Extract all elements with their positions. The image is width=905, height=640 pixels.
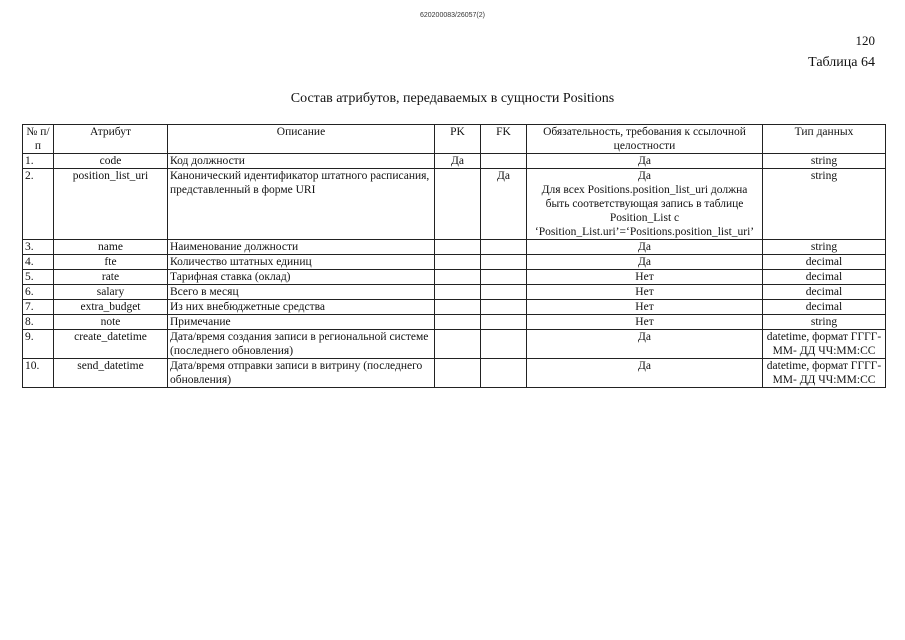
cell-fk [481, 359, 527, 388]
cell-requirements: Нет [527, 270, 763, 285]
cell-num: 3. [23, 240, 54, 255]
cell-requirements: Нет [527, 285, 763, 300]
table-row [23, 330, 886, 359]
cell-attribute: create_datetime [54, 330, 168, 359]
cell-fk [481, 330, 527, 359]
table-header-row [23, 125, 886, 154]
cell-num: 1. [23, 154, 54, 169]
table-row [23, 270, 886, 285]
cell-num: 6. [23, 285, 54, 300]
cell-requirements: Нет [527, 315, 763, 330]
header-data-type: Тип данных [763, 125, 886, 154]
header-attribute: Атрибут [54, 125, 168, 154]
cell-data-type: datetime, формат ГГГГ-ММ- ДД ЧЧ:ММ:СС [763, 330, 886, 359]
cell-num: 8. [23, 315, 54, 330]
cell-description: Количество штатных единиц [168, 255, 435, 270]
cell-data-type: datetime, формат ГГГГ-ММ- ДД ЧЧ:ММ:СС [763, 359, 886, 388]
attributes-table [22, 124, 886, 388]
cell-description: Тарифная ставка (оклад) [168, 270, 435, 285]
cell-data-type: string [763, 169, 886, 240]
cell-fk [481, 285, 527, 300]
cell-num: 2. [23, 169, 54, 240]
cell-fk [481, 154, 527, 169]
cell-attribute: rate [54, 270, 168, 285]
cell-requirements: Нет [527, 300, 763, 315]
table-row [23, 285, 886, 300]
table-row [23, 315, 886, 330]
cell-description: Всего в месяц [168, 285, 435, 300]
cell-requirements: Да [527, 240, 763, 255]
header-requirements: Обязательность, требования к ссылочной целостности [527, 125, 763, 154]
table-row [23, 154, 886, 169]
cell-num: 10. [23, 359, 54, 388]
cell-num: 7. [23, 300, 54, 315]
cell-pk [435, 285, 481, 300]
cell-pk [435, 315, 481, 330]
page-number: 120 [855, 33, 875, 48]
cell-description: Наименование должности [168, 240, 435, 255]
cell-fk [481, 270, 527, 285]
cell-data-type: decimal [763, 255, 886, 270]
header-pk: PK [435, 125, 481, 154]
cell-attribute: salary [54, 285, 168, 300]
cell-requirements: Да Для всех Positions.position_list_uri должна быть соответствующая запись в таблице Position_List с ‘Position_List.uri’=‘Positions.position_list_uri’ [527, 169, 763, 240]
cell-description: Канонический идентификатор штатного расписания, представленный в форме URI [168, 169, 435, 240]
cell-num: 5. [23, 270, 54, 285]
cell-data-type: string [763, 154, 886, 169]
cell-fk [481, 255, 527, 270]
cell-fk [481, 315, 527, 330]
cell-pk [435, 169, 481, 240]
cell-pk [435, 240, 481, 255]
cell-num: 9. [23, 330, 54, 359]
cell-data-type: decimal [763, 285, 886, 300]
cell-pk: Да [435, 154, 481, 169]
document-id: 620200083/26057(2) [419, 12, 485, 19]
cell-pk [435, 270, 481, 285]
header-num: № п/п [23, 125, 54, 154]
cell-description: Из них внебюджетные средства [168, 300, 435, 315]
table-caption: Состав атрибутов, передаваемых в сущности Positions [290, 91, 615, 106]
cell-attribute: name [54, 240, 168, 255]
cell-requirements: Да [527, 330, 763, 359]
cell-description: Код должности [168, 154, 435, 169]
table-row [23, 300, 886, 315]
cell-attribute: send_datetime [54, 359, 168, 388]
cell-attribute: fte [54, 255, 168, 270]
table-row [23, 169, 886, 240]
table-row [23, 255, 886, 270]
cell-data-type: decimal [763, 270, 886, 285]
cell-attribute: position_list_uri [54, 169, 168, 240]
table-row [23, 240, 886, 255]
cell-pk [435, 255, 481, 270]
cell-data-type: string [763, 315, 886, 330]
cell-description: Примечание [168, 315, 435, 330]
table-row [23, 359, 886, 388]
cell-attribute: note [54, 315, 168, 330]
cell-pk [435, 300, 481, 315]
cell-description: Дата/время отправки записи в витрину (последнего обновления) [168, 359, 435, 388]
table-label: Таблица 64 [808, 55, 875, 70]
cell-data-type: decimal [763, 300, 886, 315]
cell-requirements: Да [527, 154, 763, 169]
header-description: Описание [168, 125, 435, 154]
cell-attribute: code [54, 154, 168, 169]
cell-fk: Да [481, 169, 527, 240]
cell-fk [481, 300, 527, 315]
cell-requirements: Да [527, 359, 763, 388]
cell-description: Дата/время создания записи в региональной системе (последнего обновления) [168, 330, 435, 359]
cell-num: 4. [23, 255, 54, 270]
cell-requirements: Да [527, 255, 763, 270]
cell-pk [435, 359, 481, 388]
header-fk: FK [481, 125, 527, 154]
cell-pk [435, 330, 481, 359]
cell-data-type: string [763, 240, 886, 255]
cell-attribute: extra_budget [54, 300, 168, 315]
cell-fk [481, 240, 527, 255]
